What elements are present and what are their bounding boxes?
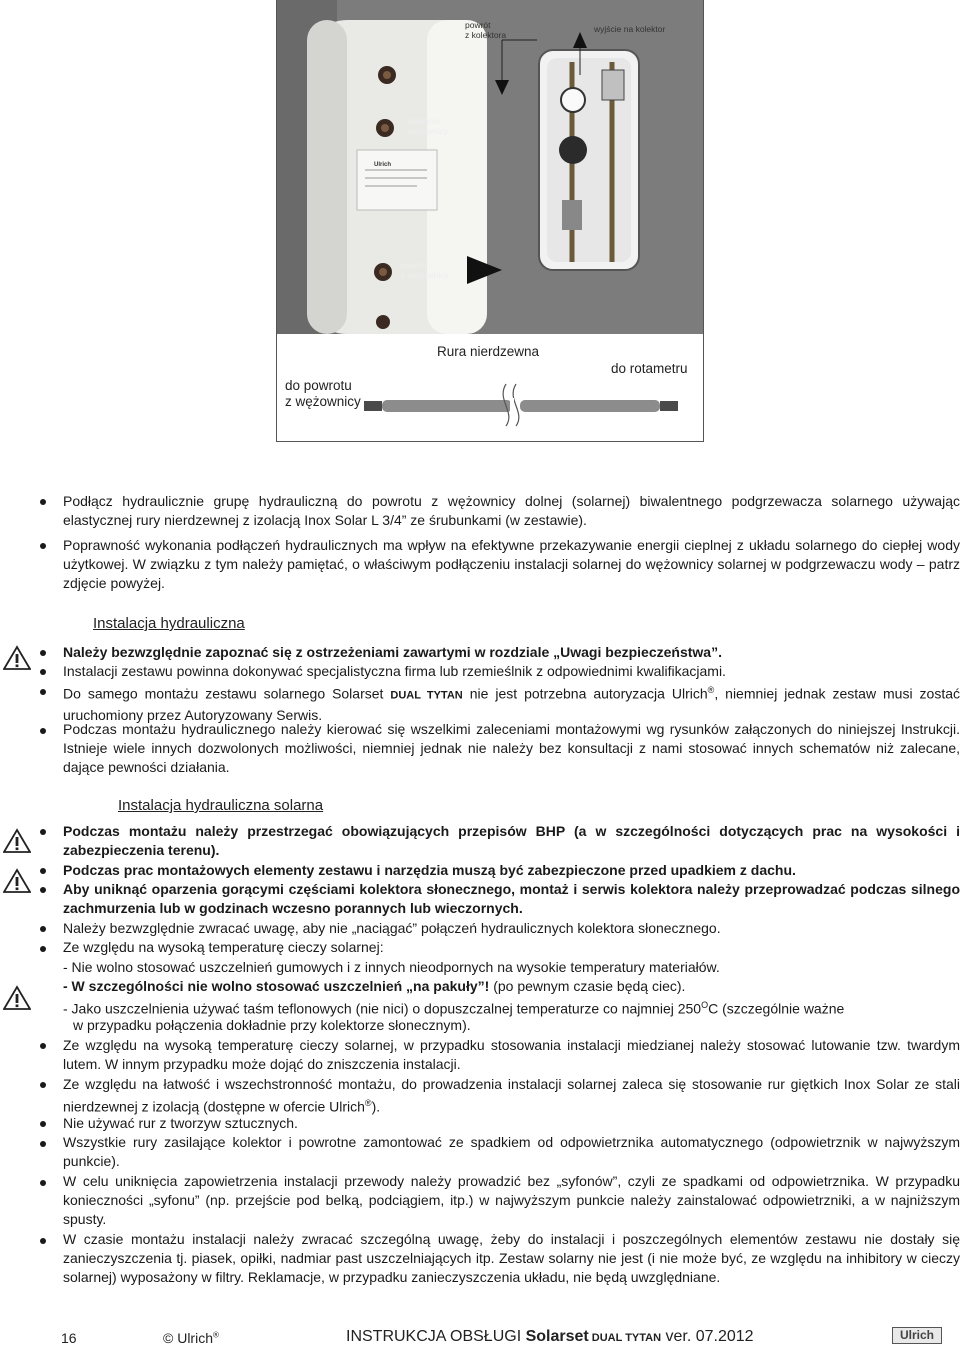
section2-bullet-10: W celu uniknięcia zapowietrzenia instalacji przewody należy prowadzić bez „syfonów”, czyli ze spadkami od odpowietrznika. W przypadku konieczności „syfonu” (np. przejście pod belką, podciągiem, itp.) w najwyższym punkcie należy zainstalować odpowietrzniki, a w najniższym spusty.	[63, 1173, 960, 1227]
label-coil-return: powrót z wężownicy	[401, 260, 449, 280]
label-to-rotameter: do rotametru	[611, 361, 688, 376]
bullet	[40, 946, 46, 952]
intro-bullet-2: Poprawność wykonania podłączeń hydraulicznych ma wpływ na efektywne przekazywanie energii cieplnej z układu solarnego do ciepłej wody użytkowej. W związku z tym należy pamiętać, o właściwym podłączeniu instalacji solarnej do wężownicy solarnej w podgrzewaczu wody – patrz zdjęcie powyżej.	[63, 537, 960, 591]
section2-bullet-1: Podczas montażu należy przestrzegać obowiązujących przepisów BHP (a w szczególności dotyczących prac na wysokości i zabezpieczenia terenu).	[63, 823, 960, 858]
label-to-coil-return: do powrotu z wężownicy	[285, 378, 361, 409]
bullet	[40, 1082, 46, 1088]
section-heading-solar-installation: Instalacja hydrauliczna solarna	[118, 797, 324, 814]
tank-brand-label: Ulrich	[374, 162, 392, 168]
section2-dash-1: - Nie wolno stosować uszczelnień gumowych i z innych nieodpornych na wysokie temperatury materiałów.	[63, 959, 720, 975]
warning-icon	[3, 868, 31, 894]
bullet	[40, 689, 46, 695]
product-name: DUAL TYTAN	[588, 1332, 662, 1344]
bullet	[40, 1238, 46, 1244]
text: , niemniej jednak zestaw musi zostać uruchomiony przez Autoryzowany Serwis.	[63, 685, 960, 723]
flexible-pipe-illustration	[360, 370, 700, 430]
section2-bullet-11: W czasie montażu instalacji należy zwracać szczególną uwagę, żeby do instalacji i poszczególnych elementów zestawu nie dostały się zanieczyszczenia tj. piasek, opiłki, nadmiar past uszczelniających itp. Zestaw solarny nie jest (i nie może być, ze względu na inhibitory w cieczy solarnej) wyposażony w filtry. Reklamacje, w przypadku zanieczyszczenia układu, nie będą uwzględniane.	[63, 1231, 960, 1285]
label-outlet-to-collector: wyjście na kolektor	[594, 24, 666, 34]
text: C (szczególnie ważne	[708, 1000, 845, 1017]
degree-superscript: O	[701, 1000, 709, 1010]
bullet	[40, 1141, 46, 1147]
section1-bullet-3	[63, 681, 960, 725]
section1-bullet-4: Podczas montażu hydraulicznego należy kierować się wszelkimi zaleceniami montażowymi wg rysunków załączonych do niniejszej Instrukcji. Istnieje wiele innych dozwolonych możliwości, niemniej jednak nie należy bez konsultacji z nami stosować innych schematów niż zalecane, dające pewności działania.	[63, 721, 960, 775]
bullet	[40, 887, 46, 893]
bullet	[40, 1121, 46, 1127]
label-return-from-collector: powrót z kolektora	[465, 20, 507, 40]
intro-bullet-1: Podłącz hydraulicznie grupę hydrauliczną do powrotu z wężownicy dolnej (solarnej) biwalentnego podgrzewacza solarnego używając elastycznej rury nierdzewnej z izolacją Inox Solar L 3/4” ze śrubunkami (w zestawie).	[63, 493, 960, 528]
text: (po pewnym czasie będą ciec).	[489, 978, 686, 994]
footer-title	[346, 1328, 754, 1346]
page-number: 16	[61, 1330, 77, 1346]
ulrich-logo: Ulrich	[892, 1327, 942, 1344]
section1-bullet-1: Należy bezwzględnie zapoznać się z ostrzeżeniami zawartymi w rozdziale „Uwagi bezpieczeństwa”.	[63, 644, 722, 660]
section2-bullet-8: Nie używać rur z tworzyw sztucznych.	[63, 1115, 298, 1131]
photo-illustration	[277, 0, 703, 334]
bullet	[40, 926, 46, 932]
section2-bullet-6: Ze względu na wysoką temperaturę cieczy solarnej, w przypadku stosowania instalacji miedzianej należy stosować lutowanie tzw. twardym lutem. W innym przypadku może dojąć do zniszczenia instalacji.	[63, 1037, 960, 1072]
label-coil-supply: zasilanie wężownicy	[407, 116, 449, 136]
text: © Ulrich	[163, 1330, 213, 1346]
section2-bullet-9: Wszystkie rury zasilające kolektor i powrotne zamontować ze spadkiem od odpowietrznika automatycznego (odpowietrznik w najwyższym punkcie).	[63, 1134, 960, 1169]
bullet	[40, 650, 46, 656]
registered-mark: ®	[212, 1330, 219, 1340]
bullet	[40, 728, 46, 734]
label-stainless-pipe: Rura nierdzewna	[437, 344, 540, 359]
text-bold: Solarset	[525, 1328, 589, 1345]
warning-icon	[3, 645, 31, 671]
section2-bullet-2: Podczas prac montażowych elementy zestawu i narzędzia muszą być zabezpieczone przed upadkiem z dachu.	[63, 862, 796, 878]
bullet	[40, 868, 46, 874]
bullet	[40, 829, 46, 835]
product-name: DUAL TYTAN	[390, 689, 463, 702]
bullet	[40, 1180, 46, 1186]
text: Do samego montażu zestawu solarnego Solarset	[63, 685, 391, 702]
text: INSTRUKCJA OBSŁUGI	[346, 1328, 526, 1345]
section2-dash-2	[63, 977, 960, 996]
registered-mark: ®	[707, 685, 715, 695]
section2-bullet-7	[63, 1075, 960, 1117]
section2-bullet-4: Należy bezwzględnie zwracać uwagę, aby nie „naciągać” połączeń hydraulicznych kolektora słonecznego.	[63, 920, 721, 936]
text: Ze względu na łatwość i wszechstronność montażu, do prowadzenia instalacji solarnej zaleca się stosowanie rur giętkich Inox Solar ze stali nierdzewnej z izolacją (dostępne w ofercie Ulrich	[63, 1076, 960, 1115]
bullet	[40, 669, 46, 675]
text: - Jako uszczelnienia używać taśm teflonowych (nie nici) o dopuszczalnej temperaturze co najmniej 250	[63, 1000, 702, 1017]
text-bold: - W szczególności nie wolno stosować uszczelnień „na pakuły”!	[63, 978, 490, 994]
section1-bullet-2: Instalacji zestawu powinna dokonywać specjalistyczna firma lub rzemieślnik z odpowiednimi kwalifikacjami.	[63, 663, 726, 679]
text: nie jest potrzebna autoryzacja Ulrich	[462, 685, 708, 702]
warning-icon	[3, 828, 31, 854]
bullet	[40, 499, 46, 505]
footer-copyright	[163, 1330, 219, 1346]
section2-bullet-3: Aby uniknąć oparzenia gorącymi częściami kolektora słonecznego, montaż i serwis kolektora należy przeprowadzać podczas silnego zachmurzenia lub w godzinach wczesno porannych lub wieczornych.	[63, 881, 960, 916]
installation-photo	[277, 0, 703, 334]
text: ).	[371, 1098, 381, 1115]
section2-bullet-5: Ze względu na wysoką temperaturę cieczy solarnej:	[63, 939, 384, 955]
bullet	[40, 543, 46, 549]
bullet	[40, 1043, 46, 1049]
registered-mark: ®	[364, 1098, 372, 1108]
text: ver. 07.2012	[661, 1328, 754, 1345]
section2-dash-3-continued: w przypadku połączenia dokładnie przy kolektorze słonecznym).	[73, 1017, 471, 1033]
warning-icon	[3, 985, 31, 1011]
section-heading-hydraulic-installation: Instalacja hydrauliczna	[93, 615, 245, 632]
